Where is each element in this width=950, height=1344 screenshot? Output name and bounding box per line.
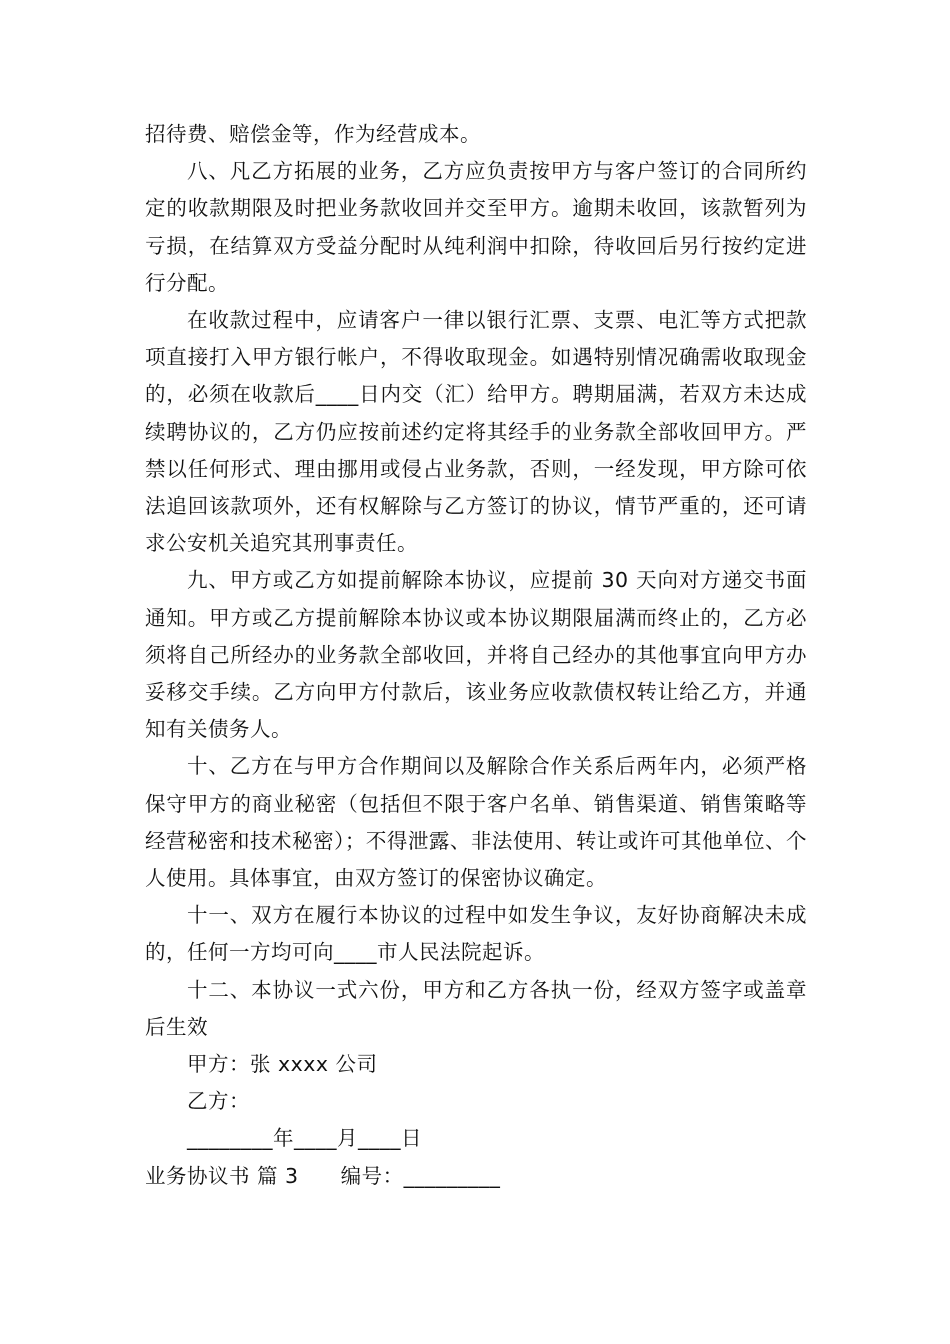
party-b-signature: 乙方： (187, 1089, 250, 1114)
document-page (145, 116, 807, 1195)
paragraph-12: 十二、本协议一式六份，甲方和乙方各执一份，经双方签字或盖章后生效 (145, 977, 807, 1039)
paragraph-10: 十、乙方在与甲方合作期间以及解除合作关系后两年内，必须严格保守甲方的商业秘密（包括但不限于客户名单、销售渠道、销售策略等经营秘密和技术秘密）；不得泄露、非法使用、转让或许可其他单位、个人使用。具体事宜，由双方签订的保密协议确定。 (145, 754, 807, 891)
date-line: ________年____月____日 (187, 1126, 422, 1151)
paragraph-8: 八、凡乙方拓展的业务，乙方应负责按甲方与客户签订的合同所约定的收款期限及时把业务款收回并交至甲方。逾期未收回，该款暂列为亏损，在结算双方受益分配时从纯利润中扣除，待收回后另行按约定进行分配。 (145, 159, 807, 295)
paragraph-0: 招待费、赔偿金等，作为经营成本。 (145, 122, 481, 146)
section-header-line: 业务协议书 篇 3 编号：_________ (145, 1163, 501, 1188)
paragraph-9: 九、甲方或乙方如提前解除本协议，应提前 30 天向对方递交书面通知。甲方或乙方提前解除本协议或本协议期限届满而终止的，乙方必须将自己所经办的业务款全部收回，并将自己经办的其他事宜向甲方办妥移交手续。乙方向甲方付款后，该业务应收款债权转让给乙方，并通知有关债务人。 (145, 568, 807, 742)
party-a-signature: 甲方：张 xxxx 公司 (187, 1052, 378, 1077)
paragraph-collection: 在收款过程中，应请客户一律以银行汇票、支票、电汇等方式把款项直接打入甲方银行帐户，不得收取现金。如遇特别情况确需收取现金的，必须在收款后____日内交（汇）给甲方。聘期届满，若双方未达成续聘协议的，乙方仍应按前述约定将其经手的业务款全部收回甲方。严禁以任何形式、理由挪用或侵占业务款，否则，一经发现，甲方除可依法追回该款项外，还有权解除与乙方签订的协议，情节严重的，还可请求公安机关追究其刑事责任。 (145, 308, 807, 556)
paragraph-11: 十一、双方在履行本协议的过程中如发生争议，友好协商解决未成的，任何一方均可向____市人民法院起诉。 (145, 903, 807, 965)
